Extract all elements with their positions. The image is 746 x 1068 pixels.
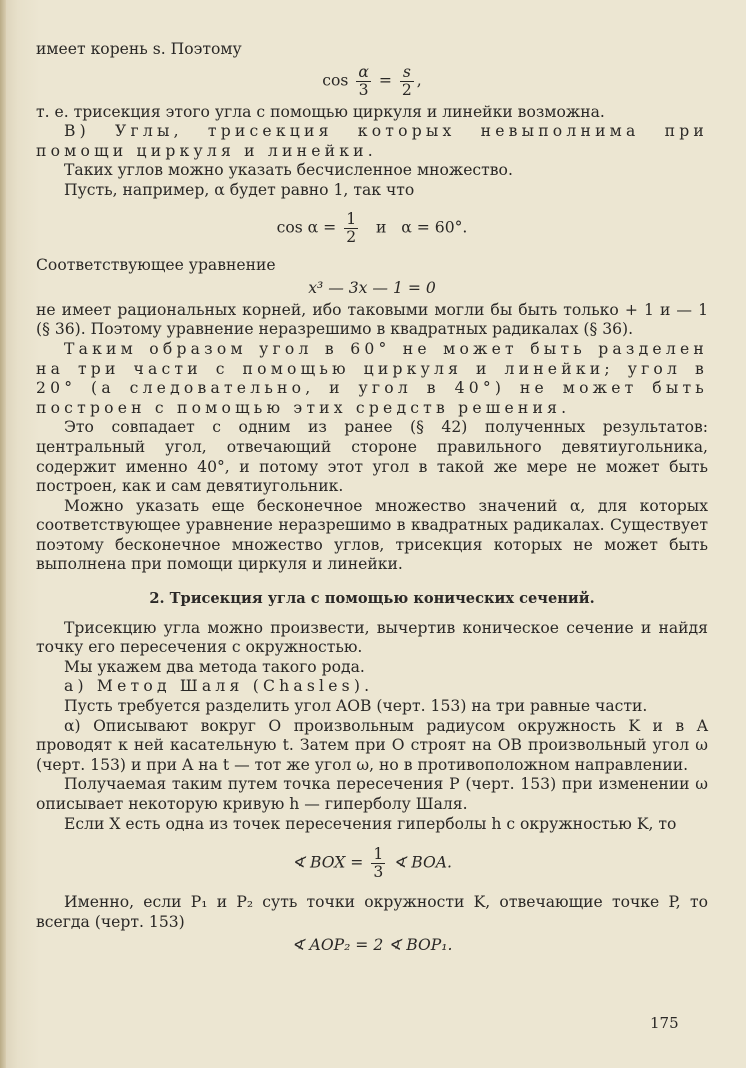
fraction-alpha-3: $\frac{\alpha}{3}$ — [358, 62, 369, 99]
paragraph-5: Соответствующее уравнение — [36, 255, 276, 274]
paragraph-1: т. е. трисекция этого угла с помощью циркуля и линейки возможна. — [36, 102, 605, 121]
formula-3: x³ — 3x — 1 = 0 — [308, 279, 436, 298]
paragraph-7: Таким образом угол в 60° не может быть разделен на три части с помощью циркуля и линейки; угол в 20° (а следовательно, и угол в 40°) не может быть построен с помощью этих средств решения. — [36, 339, 708, 417]
paragraph-17: Именно, если P₁ и P₂ суть точки окружности K, отвечающие точке P, то всегда (черт. 153) — [36, 893, 708, 931]
paragraph-2: В) Углы, трисекция которых невыполнима при помощи циркуля и линейки. — [36, 122, 708, 160]
paragraph-14: α) Описывают вокруг O произвольным радиусом окружность K и в A проводят к ней касательную t. Затем при O строят на OB произвольный угол ω (черт. 153) и при A на t — тот же угол ω, но в противоположном направлении. — [36, 716, 708, 774]
formula-2: cos α = $\frac{1}{2}$ и α = 60°. — [276, 209, 468, 246]
fraction-1-3: $\frac{1}{3}$ — [373, 845, 384, 882]
fraction-s-2: $\frac{s}{2}$ — [401, 62, 412, 99]
paragraph-10: Трисекцию угла можно произвести, вычертив коническое сечение и найдя точку его пересечения с окружностью. — [36, 618, 708, 657]
paragraph-9: Можно указать еще бесконечное множество значений α, для которых соответствующее уравнение неразрешимо в квадратных радикалах. Существует поэтому бесконечное множество углов, трисекция которых не может быть выполнена при помощи циркуля и линейки. — [36, 496, 708, 574]
paragraph-15: Получаемая таким путем точка пересечения P (черт. 153) при изменении ω описывает некоторую кривую h — гиперболу Шаля. — [36, 775, 708, 813]
fraction-1-2: $\frac{1}{2}$ — [346, 209, 357, 246]
formula-4: ∢ BOX = $\frac{1}{3}$ ∢ BOA. — [291, 845, 453, 882]
paragraph-4: Пусть, например, α будет равно 1, так что — [64, 180, 415, 199]
paragraph-12: а) Метод Шаля (Chasles). — [64, 677, 374, 696]
section-heading: 2. Трисекция угла с помощью конических сечений. — [149, 590, 595, 608]
paragraph-16: Если X есть одна из точек пересечения гиперболы h с окружностью K, то — [64, 814, 677, 833]
page-edge-shadow — [0, 0, 6, 1068]
formula-5: ∢ AOP₂ = 2 ∢ BOP₁. — [291, 936, 453, 955]
paragraph-3: Таких углов можно указать бесчисленное множество. — [64, 161, 513, 180]
formula-1: cos $\frac{\alpha}{3}$ = $\frac{s}{2}$ , — [322, 62, 422, 99]
line-1: имеет корень s. Поэтому — [36, 40, 242, 58]
paragraph-11: Мы укажем два метода такого рода. — [64, 657, 365, 676]
page-number: 175 — [650, 1014, 679, 1032]
paragraph-13: Пусть требуется разделить угол AOB (черт. 153) на три равные части. — [64, 697, 648, 716]
paragraph-8: Это совпадает с одним из ранее (§ 42) полученных результатов: центральный угол, отвечающий стороне правильного девятиугольника, содержит именно 40°, и потому этот угол в такой же мере не может быть построен, как и сам девятиугольник. — [36, 418, 708, 496]
paragraph-6: не имеет рациональных корней, ибо таковыми могли бы быть только + 1 и — 1 (§ 36). Поэтому уравнение неразрешимо в квадратных радикалах (§ 36). — [36, 300, 708, 339]
text-body — [36, 40, 708, 956]
